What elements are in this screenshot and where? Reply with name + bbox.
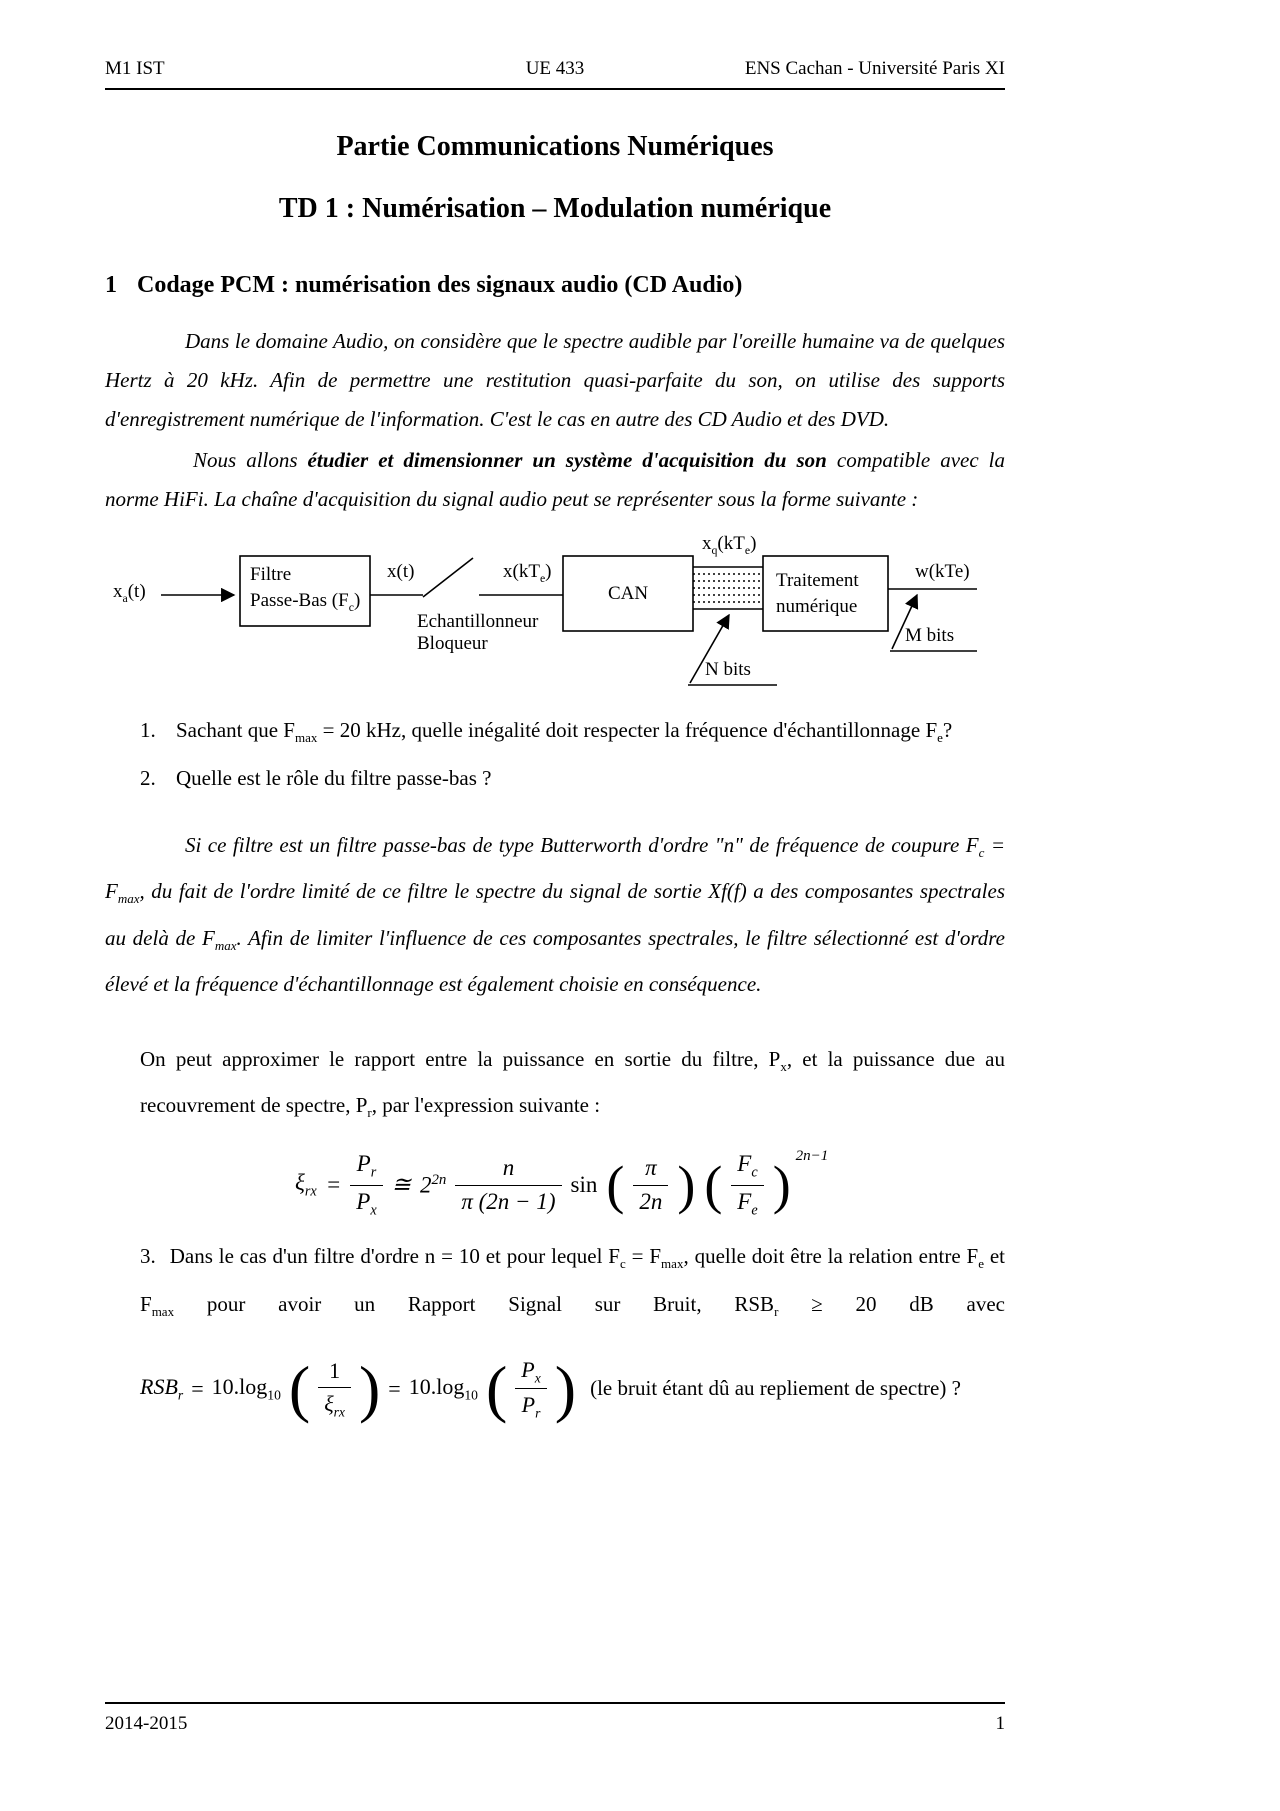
- log-base: 10.log: [211, 1373, 268, 1399]
- processing-label-line2: numérique: [776, 595, 858, 617]
- frac-n-pi-den: π (2n − 1): [455, 1185, 561, 1219]
- frac-pi-2n-num: π: [645, 1154, 657, 1180]
- xq-rest: ): [750, 533, 757, 554]
- filter-label-line2-rest: ): [353, 589, 361, 611]
- page-footer: [105, 1702, 1005, 1735]
- sampler-label: [417, 611, 538, 655]
- xkte-base: x(kT: [503, 561, 540, 582]
- pr-sub: r: [370, 1164, 377, 1181]
- q1-seg1: Sachant que F: [176, 718, 295, 742]
- equals-sign: =: [191, 1375, 204, 1401]
- fe-sub: e: [751, 1202, 758, 1219]
- intro-paragraph: Dans le domaine Audio, on considère que le spectre audible par l'oreille humaine va de quelques Hertz à 20 kHz. Afin de permettre une restitution quasi-parfaite du son, on utilise des supports d'enregistrement numérique de l'information. C'est le cas en autre des CD Audio et des DVD.: [105, 329, 1005, 431]
- block-diagram: [105, 533, 1005, 708]
- px-base: P: [521, 1356, 535, 1382]
- fc-sub: c: [751, 1164, 758, 1181]
- input-label-base: x: [113, 581, 123, 602]
- frac-1-xi: [318, 1355, 351, 1422]
- outer-exponent: 2n−1: [795, 1148, 829, 1165]
- filter-box-label: [240, 556, 370, 626]
- question-3-text: [140, 1236, 1005, 1332]
- sampler-label-line1: Echantillonneur: [417, 611, 539, 632]
- q1-sub1: max: [294, 730, 318, 746]
- sampler-label-line2: Bloqueur: [417, 633, 488, 654]
- approx-paragraph: [140, 1040, 1005, 1132]
- rsb-sub: r: [177, 1387, 184, 1403]
- bw-sub3: max: [214, 937, 237, 953]
- document-subtitle: TD 1 : Numérisation – Modulation numérique: [278, 193, 832, 224]
- q3-sub1: c: [620, 1256, 626, 1272]
- section-number: 1: [105, 272, 117, 298]
- institution: ENS Cachan - Université Paris XI: [744, 58, 1005, 79]
- log-sub: 10: [464, 1387, 478, 1403]
- page-content: [105, 0, 1005, 1439]
- question-3-number: 3.: [140, 1244, 156, 1269]
- section-title: Codage PCM : numérisation des signaux audio (CD Audio): [137, 272, 743, 298]
- question-2-number: 2.: [140, 766, 156, 791]
- question-1-text: [176, 710, 952, 758]
- q3-seg3: , quelle doit être la relation entre F: [683, 1244, 979, 1269]
- frac-pr-px-num: [350, 1148, 382, 1184]
- approx-sign: ≅: [391, 1172, 411, 1198]
- aliasing-formula: $\xi_{rx}$ = $\frac{P_r}{P_x}$ ≅ $2^{2n}$ $\frac{n}{\pi (2n - 1)}$ sin ( $\frac{\pi}{2n}$ ) ( $\frac{F_c}{F_e}$ ) 2n−1: [295, 1140, 1005, 1230]
- approx-seg1: On peut approximer le rapport entre la puissance en sortie du filtre, P: [140, 1046, 781, 1071]
- xi-subscript: rx: [304, 1183, 317, 1200]
- px-sub: x: [370, 1202, 377, 1219]
- frac-fc-fe-den: [731, 1185, 763, 1222]
- xi-term: [295, 1170, 317, 1201]
- xi-base: ξ: [324, 1390, 334, 1416]
- xi-symbol: ξ: [295, 1169, 305, 1195]
- bw-seg4: . Afin de limiter l'influence de ces composantes spectrales, le filtre sélectionné est d'ordre élevé et la fréquence d'échantillonnage est également choisie en conséquence.: [105, 925, 1005, 996]
- approx-sub2: r: [367, 1105, 372, 1121]
- xq-sub1: q: [711, 543, 718, 557]
- power-base: 2: [419, 1172, 432, 1198]
- frac-pi-2n-den: 2n: [633, 1185, 668, 1219]
- xt-label: x(t): [387, 561, 415, 582]
- page-header: [105, 0, 1005, 90]
- frac-1-xi-num: 1: [329, 1358, 341, 1384]
- frac-1-xi-den: [318, 1387, 351, 1422]
- system-paragraph-pre: Nous allons: [193, 448, 308, 472]
- filter-label-line2-base: Passe-Bas (F: [250, 589, 349, 611]
- nbits-label: N bits: [705, 659, 751, 680]
- question-3: [140, 1236, 1005, 1438]
- frac-px-pr-num: [515, 1354, 547, 1388]
- question-1-number: 1.: [140, 718, 156, 742]
- log-term: [212, 1374, 281, 1403]
- document-title: Partie Communications Numériques: [336, 131, 774, 162]
- rsb-formula: $RSB_r$ = $10.\log_{10}$ ( $\frac{1}{\xi_{rx}}$ ) = $10.\log_{10}$ ( $\frac{P_x}{P_r}$ ) (le bruit étant dû au repliement de spectre) ?: [140, 1352, 961, 1424]
- frac-pr-px: [350, 1148, 382, 1222]
- xq-mid: (kT: [717, 533, 745, 554]
- equals-sign: =: [325, 1172, 342, 1198]
- q1-sub2: e: [937, 730, 943, 746]
- px-base: P: [356, 1188, 371, 1214]
- approx-seg3: , par l'expression suivante :: [371, 1092, 601, 1117]
- system-paragraph: [105, 441, 1005, 519]
- year-label: 2014-2015: [105, 1713, 188, 1734]
- q1-seg2: = 20 kHz, quelle inégalité doit respecter la fréquence d'échantillonnage F: [317, 718, 938, 742]
- question-list: [140, 710, 1005, 798]
- fc-base: F: [737, 1151, 752, 1177]
- q3-seg5: pour avoir un Rapport Signal sur Bruit, RSB: [174, 1292, 775, 1317]
- rsb-term: [140, 1374, 183, 1403]
- xkte-label: [503, 561, 552, 586]
- processing-box-label: [763, 556, 888, 631]
- pr-base: P: [356, 1151, 371, 1177]
- can-label: CAN: [607, 582, 649, 604]
- frac-fc-fe-num: [731, 1148, 763, 1184]
- q3-sub3: e: [978, 1256, 984, 1272]
- xi-sub: rx: [333, 1403, 345, 1419]
- q3-sub2: max: [661, 1256, 684, 1272]
- log-base: 10.log: [408, 1373, 465, 1399]
- frac-n-pi: [455, 1152, 561, 1219]
- frac-pi-2n: [633, 1152, 668, 1219]
- header-row: [105, 58, 1005, 80]
- bw-sub2: max: [117, 891, 140, 907]
- pr-sub: r: [535, 1405, 541, 1421]
- system-paragraph-bold: étudier et dimensionner un système d'acquisition du son: [307, 448, 827, 472]
- q1-seg3: ?: [942, 718, 953, 742]
- butterworth-note: [105, 826, 1005, 1004]
- xkte-sub: e: [539, 571, 546, 585]
- px-sub: x: [534, 1369, 541, 1385]
- q3-seg4: et F: [140, 1244, 1006, 1317]
- page-number: 1: [995, 1713, 1005, 1734]
- q3-sub5: r: [774, 1304, 779, 1320]
- system-paragraph-post: compatible avec la norme HiFi. La chaîne d'acquisition du signal audio peut se représenter sous la forme suivante :: [105, 448, 1005, 511]
- question-2-text: Quelle est le rôle du filtre passe-bas ?: [176, 766, 492, 791]
- bw-sub1: c: [978, 845, 985, 861]
- processing-label-line1: Traitement: [776, 569, 859, 591]
- q3-seg1: Dans le cas d'un filtre d'ordre n = 10 et pour lequel F: [169, 1244, 620, 1269]
- mbits-label: M bits: [905, 625, 955, 646]
- filter-label-line2-sub: c: [348, 600, 354, 614]
- power-exponent: 2n: [431, 1171, 447, 1188]
- xq-label: [702, 533, 756, 558]
- section-heading: [105, 270, 1005, 300]
- q3-seg6: ≥ 20 dB avec: [778, 1292, 1005, 1317]
- bw-seg2: = F: [105, 833, 1005, 904]
- power-term: [420, 1172, 446, 1199]
- input-label-rest: (t): [127, 581, 146, 602]
- frac-n-pi-num: n: [502, 1154, 515, 1180]
- approx-seg2: , et la puissance due au recouvrement de spectre, P: [140, 1046, 1005, 1117]
- course-unit: UE 433: [525, 58, 585, 79]
- pr-base: P: [521, 1392, 536, 1417]
- q3-sub4: max: [151, 1304, 175, 1320]
- sampler-switch: [423, 558, 473, 597]
- log-term: [409, 1374, 478, 1403]
- xkte-rest: ): [545, 561, 552, 582]
- question-2: [140, 758, 1005, 798]
- diagram-input-label: [113, 581, 146, 606]
- question-1: [140, 710, 1005, 758]
- frac-px-pr: [515, 1354, 547, 1424]
- frac-fc-fe: [731, 1148, 763, 1222]
- fe-base: F: [737, 1188, 752, 1214]
- can-box-label: [563, 556, 693, 631]
- q3-seg2: = F: [625, 1244, 662, 1269]
- input-label-sub: a: [122, 591, 128, 605]
- xq-base: x: [702, 533, 712, 554]
- xq-sub2: e: [744, 543, 751, 557]
- course-code: M1 IST: [105, 58, 165, 79]
- frac-pr-px-den: [350, 1185, 382, 1222]
- question-3-tail: (le bruit étant dû au repliement de spectre) ?: [590, 1376, 961, 1400]
- bw-seg3: , du fait de l'ordre limité de ce filtre le spectre du signal de sortie Xf(f) a des composantes spectrales au delà de F: [105, 879, 1005, 950]
- wkte-label: w(kTe): [915, 561, 970, 582]
- filter-label-line2: [250, 588, 370, 621]
- bw-seg1: Si ce filtre est un filtre passe-bas de type Butterworth d'ordre "n" de fréquence de coupure F: [185, 833, 979, 858]
- filter-label-line1: Filtre: [250, 563, 292, 585]
- equals-sign: =: [388, 1375, 401, 1401]
- sin-operator: sin: [570, 1172, 598, 1198]
- rsb-base: RSB: [140, 1373, 178, 1399]
- approx-sub1: x: [780, 1058, 787, 1074]
- log-sub: 10: [267, 1387, 281, 1403]
- frac-px-pr-den: [515, 1388, 547, 1423]
